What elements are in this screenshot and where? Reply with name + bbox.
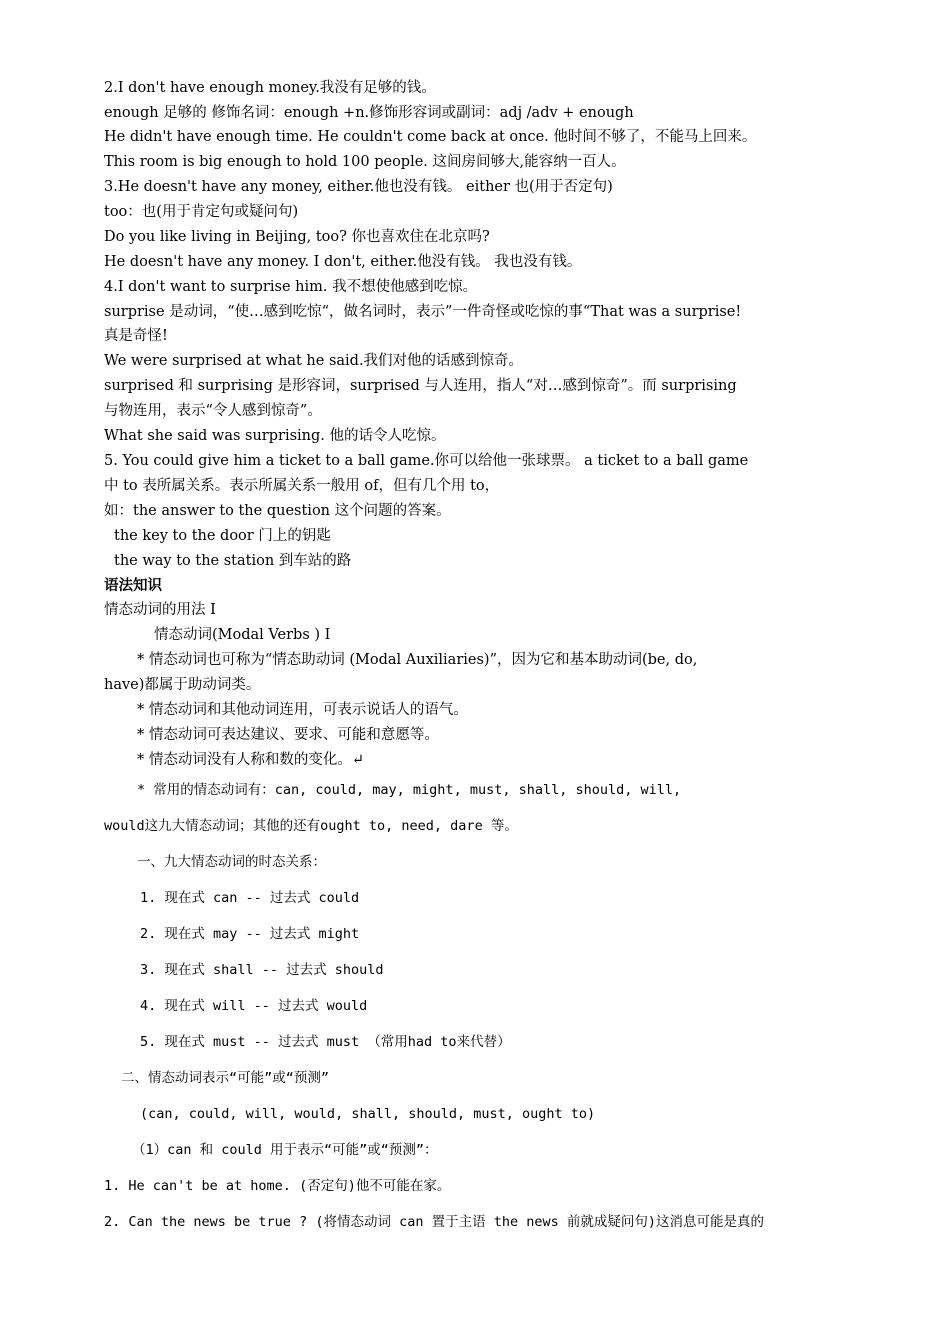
text-line: （1）can 和 could 用于表示“可能”或“预测”： — [132, 1142, 438, 1158]
text-line: (can, could, will, would, shall, should, must, ought to) — [140, 1106, 596, 1122]
bullet-line: * 情态动词没有人称和数的变化。↵ — [137, 752, 365, 768]
text-line: would这九大情态动词；其他的还有ought to, need, dare 等。 — [104, 818, 518, 834]
bullet-line: * 情态动词和其他动词连用，可表示说话人的语气。 — [137, 702, 468, 718]
text-line: have)都属于助动词类。 — [104, 677, 261, 693]
list-item: 3. 现在式 shall -- 过去式 should — [140, 962, 384, 978]
subheading: 一、九大情态动词的时态关系： — [137, 854, 326, 870]
list-item: 1. 现在式 can -- 过去式 could — [140, 890, 360, 906]
text-line: too：也(用于肯定句或疑问句) — [104, 204, 299, 220]
text-line: 情态动词的用法 I — [104, 602, 216, 618]
example-line: 1. He can't be at home. (否定句)他不可能在家。 — [104, 1178, 451, 1194]
text-line: He doesn't have any money. I don't, either.他没有钱。 我也没有钱。 — [104, 254, 582, 270]
text-line: 5. You could give him a ticket to a ball game.你可以给他一张球票。 a ticket to a ball game — [104, 453, 749, 469]
list-item: 5. 现在式 must -- 过去式 must （常用had to来代替） — [140, 1034, 511, 1050]
text-line: surprised 和 surprising 是形容词，surprised 与人连用，指人“对…感到惊奇”。而 surprising — [104, 378, 737, 394]
text-line: 2.I don't have enough money.我没有足够的钱。 — [104, 80, 436, 96]
text-line: 情态动词(Modal Verbs ) I — [154, 627, 331, 643]
text-line: surprise 是动词，“使…感到吃惊“，做名词时，表示”一件奇怪或吃惊的事“That was a surprise! — [104, 304, 742, 320]
text-line: 如：the answer to the question 这个问题的答案。 — [104, 503, 451, 519]
text-line: What she said was surprising. 他的话令人吃惊。 — [104, 428, 446, 444]
text-line: This room is big enough to hold 100 people. 这间房间够大,能容纳一百人。 — [104, 154, 626, 170]
text-line: 4.I don't want to surprise him. 我不想使他感到吃惊。 — [104, 279, 478, 295]
text-line: He didn't have enough time. He couldn't come back at once. 他时间不够了，不能马上回来。 — [104, 129, 757, 145]
text-line: We were surprised at what he said.我们对他的话感到惊奇。 — [104, 353, 524, 369]
list-item: 4. 现在式 will -- 过去式 would — [140, 998, 368, 1014]
text-line: 中 to 表所属关系。表示所属关系一般用 of，但有几个用 to， — [104, 478, 500, 494]
text-line: enough 足够的 修饰名词：enough +n.修饰形容词或副词：adj /adv + enough — [104, 105, 634, 121]
bullet-line: * 常用的情态动词有：can, could, may, might, must, shall, should, will, — [137, 782, 682, 798]
text-line: Do you like living in Beijing, too? 你也喜欢住在北京吗? — [104, 229, 490, 245]
text-line: 3.He doesn't have any money, either.他也没有钱。 either 也(用于否定句) — [104, 179, 613, 195]
text-line: the key to the door 门上的钥匙 — [114, 528, 331, 544]
section-heading: 语法知识 — [104, 577, 162, 594]
text-line: 真是奇怪! — [104, 328, 168, 344]
list-item: 2. 现在式 may -- 过去式 might — [140, 926, 360, 942]
bullet-line: * 情态动词可表达建议、要求、可能和意愿等。 — [137, 727, 439, 743]
bullet-line: * 情态动词也可称为“情态助动词 (Modal Auxiliaries)”，因为它和基本助动词(be, do, — [137, 652, 698, 668]
example-line: 2. Can the news be true ? (将情态动词 can 置于主语 the news 前就成疑问句)这消息可能是真的 — [104, 1214, 764, 1230]
text-line: 与物连用，表示“令人感到惊奇”。 — [104, 403, 322, 419]
text-line: the way to the station 到车站的路 — [114, 553, 352, 569]
subheading: 二、情态动词表示“可能”或“预测” — [121, 1070, 330, 1086]
